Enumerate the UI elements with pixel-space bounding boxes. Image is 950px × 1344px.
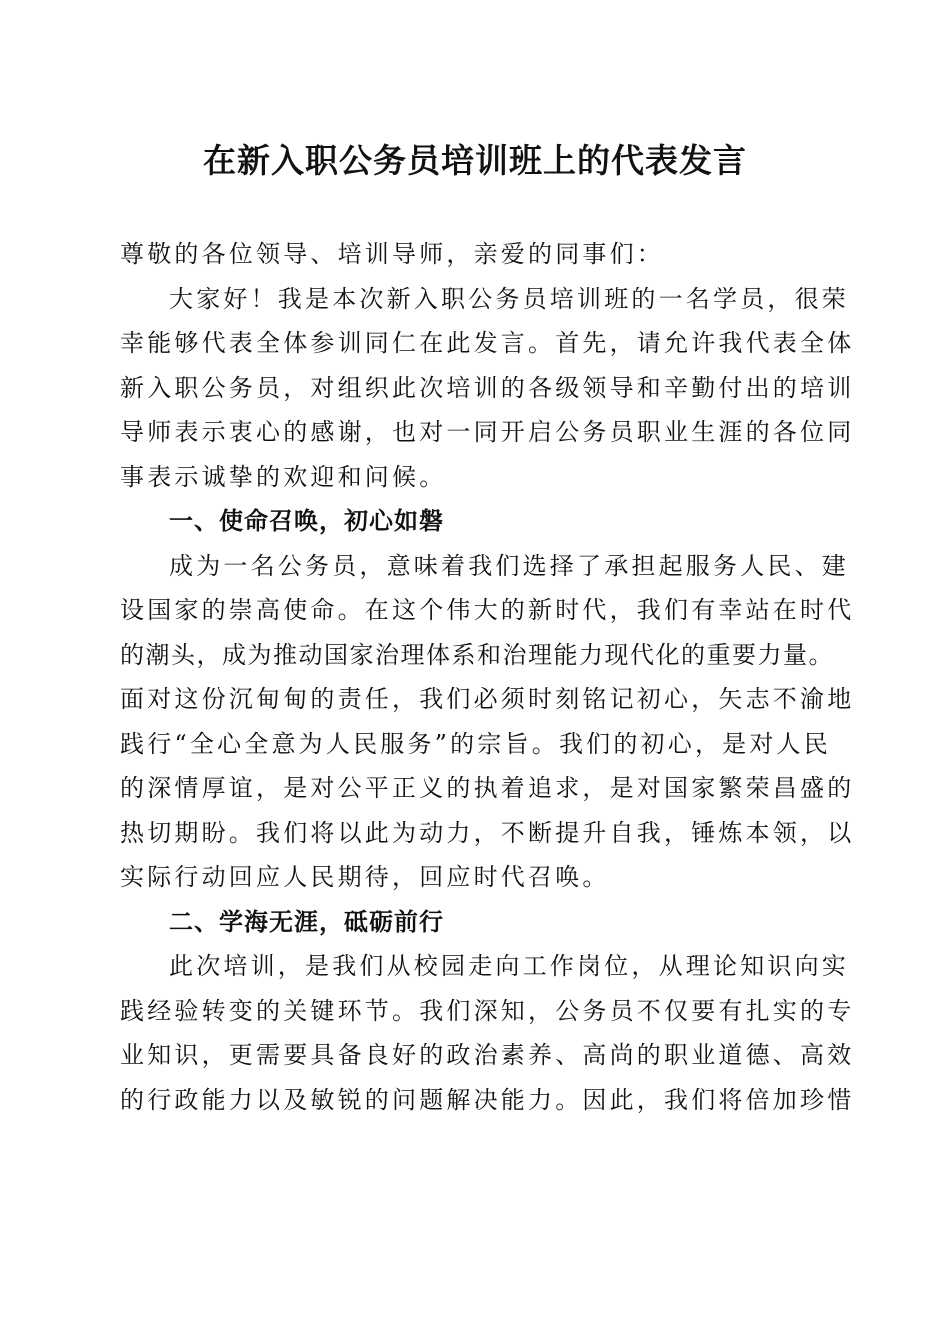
text-line: 新入职公务员，对组织此次培训的各级领导和辛勤付出的培训 — [120, 373, 855, 402]
text-line: 设国家的崇高使命。在这个伟大的新时代，我们有幸站在时代 — [120, 596, 855, 624]
section-heading-1: 一、使命召唤，初心如磐 — [169, 507, 444, 535]
text-line: 践行“全心全意为人民服务”的宗旨。我们的初心，是对人民 — [120, 729, 831, 758]
text-line: 成为一名公务员，意味着我们选择了承担起服务人民、建 — [169, 551, 849, 580]
text-line: 热切期盼。我们将以此为动力，不断提升自我，锤炼本领，以 — [120, 818, 855, 847]
text-line: 业知识，更需要具备良好的政治素养、高尚的职业道德、高效 — [120, 1041, 855, 1069]
document-title: 在新入职公务员培训班上的代表发言 — [203, 141, 747, 180]
section-2-paragraph — [120, 944, 855, 1122]
opening-paragraph — [120, 277, 855, 500]
text-line: 幸能够代表全体参训同仁在此发言。首先，请允许我代表全体 — [120, 329, 855, 357]
text-line: 面对这份沉甸甸的责任，我们必须时刻铭记初心，矢志不渝地 — [120, 685, 855, 713]
text-line: 实际行动回应人民期待，回应时代召唤。 — [120, 863, 610, 891]
text-line: 尊敬的各位领导、培训导师，亲爱的同事们： — [120, 240, 664, 268]
text-line: 导师表示衷心的感谢，也对一同开启公务员职业生涯的各位同 — [120, 418, 855, 446]
text-line: 的行政能力以及敏锐的问题解决能力。因此，我们将倍加珍惜 — [120, 1085, 855, 1114]
section-heading-2: 二、学海无涯，砥砺前行 — [169, 907, 444, 936]
text-line: 践经验转变的关键环节。我们深知，公务员不仅要有扎实的专 — [120, 996, 855, 1025]
section-1-paragraph — [120, 544, 855, 900]
text-line: 的深情厚谊，是对公平正义的执着追求，是对国家繁荣昌盛的 — [120, 774, 855, 802]
text-line: 的潮头，成为推动国家治理体系和治理能力现代化的重要力量。 — [120, 640, 834, 669]
text-line: 大家好！我是本次新入职公务员培训班的一名学员，很荣 — [169, 284, 849, 313]
salutation — [120, 232, 836, 277]
text-line: 此次培训，是我们从校园走向工作岗位，从理论知识向实 — [169, 952, 849, 980]
text-line: 事表示诚挚的欢迎和问候。 — [120, 462, 447, 491]
document-body — [120, 232, 855, 1122]
